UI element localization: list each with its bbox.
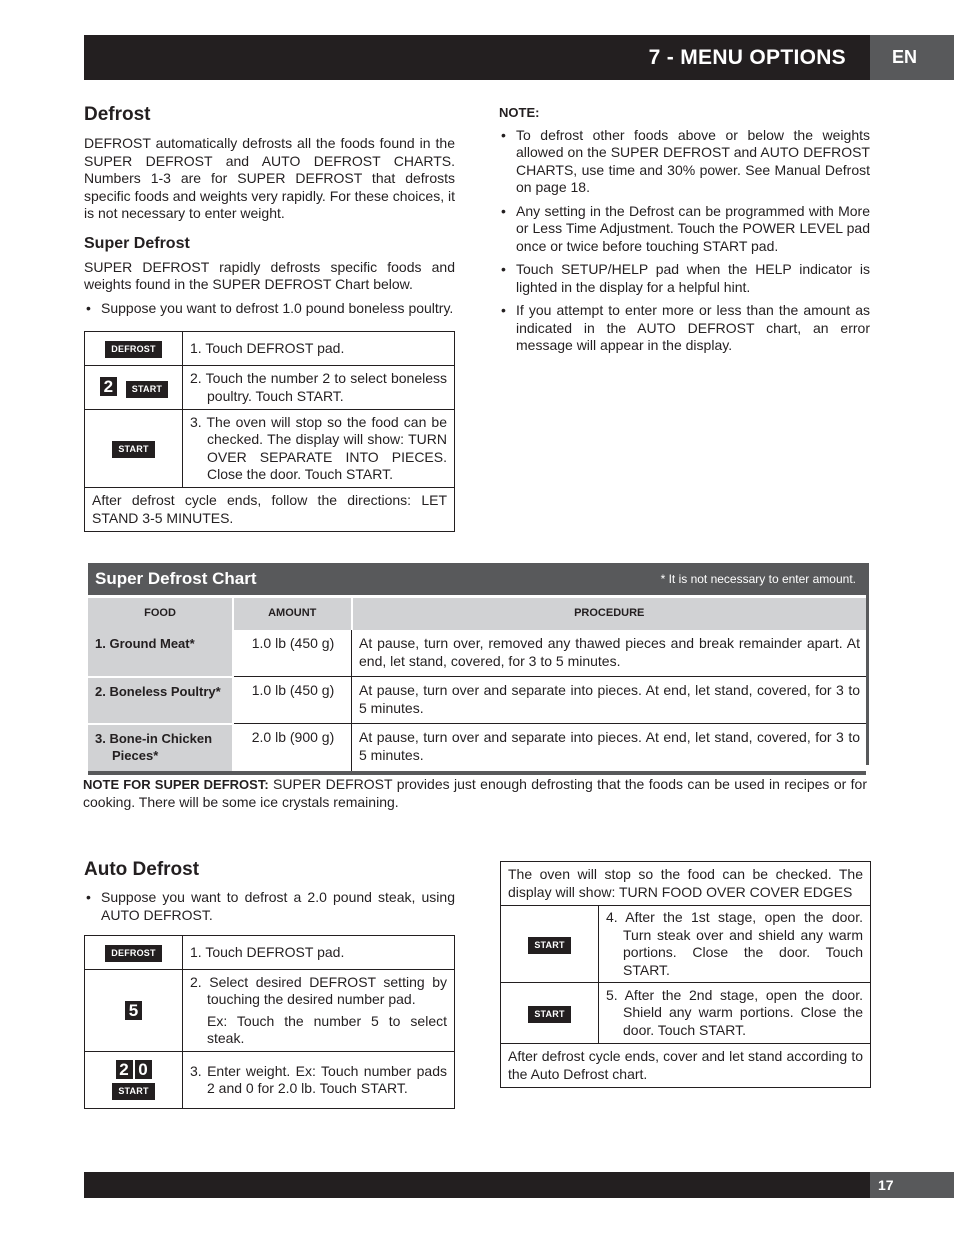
note-item: • If you attempt to enter more or less than the amount as indicated in the AUTO DEFROST chart, an error message will appear in the display.	[499, 302, 870, 355]
food-cell: 2. Boneless Poultry*	[95, 683, 221, 699]
super-defrost-chart	[88, 563, 869, 765]
chart-header	[88, 563, 866, 595]
step-text: 2. Select desired DEFROST setting by touching the desired number pad.	[190, 973, 447, 1007]
super-defrost-steps	[84, 331, 455, 532]
column-header: FOOD	[88, 597, 233, 631]
defrost-intro: DEFROST automatically defrosts all the foods found in the SUPER DEFROST and AUTO DEFROST CHARTS. Numbers 1-3 are for SUPER DEFROST that defrosts specific foods and weights very rapidly. For these choices, it is not necessary to enter weight.	[84, 135, 455, 221]
chart-title: Super Defrost Chart	[95, 569, 257, 588]
language-tab: EN	[870, 35, 954, 80]
auto-defrost-steps-left	[84, 935, 455, 1109]
amount-cell: 1.0 lb (450 g)	[233, 630, 352, 677]
step-text: 2. Touch the number 2 to select boneless poultry. Touch START.	[190, 370, 447, 404]
step-row	[85, 366, 455, 410]
header-bar	[84, 35, 870, 80]
auto-defrost-section	[84, 859, 455, 924]
step-text: 4. After the 1st stage, open the door. Turn steak over and shield any warm portions. Close the door. Touch START.	[606, 909, 863, 978]
note-label: NOTE:	[499, 105, 540, 120]
step-footer-text: After defrost cycle ends, follow the directions: LET STAND 3-5 MINUTES.	[92, 492, 447, 526]
defrost-pad-icon: DEFROST	[105, 945, 161, 962]
chart-header-row	[88, 597, 866, 631]
step-footer-row	[501, 1044, 871, 1088]
start-pad-icon: START	[126, 381, 168, 398]
number-pad-icon: 5	[125, 1001, 142, 1020]
step-example: Ex: Touch the number 5 to select steak.	[207, 1012, 447, 1046]
chart-note: * It is not necessary to enter amount.	[660, 572, 856, 586]
footer-bar	[84, 1172, 870, 1198]
chart-table	[88, 595, 866, 775]
super-note-label: NOTE FOR SUPER DEFROST:	[83, 777, 269, 792]
start-pad-icon: START	[112, 1083, 154, 1100]
amount-cell: 2.0 lb (900 g)	[233, 724, 352, 773]
step-header-text: The oven will stop so the food can be checked. The display will show: TURN FOOD OVER COVER EDGES	[508, 866, 863, 900]
step-text: 3. The oven will stop so the food can be checked. The display will show: TURN OVER SEPARATE INTO PIECES. Close the door. Touch START.	[190, 413, 447, 482]
food-cell: 3. Bone-in Chicken Pieces*	[95, 730, 213, 763]
note-item: • Any setting in the Defrost can be programmed with More or Less Time Adjustment. Touch the POWER LEVEL pad once or twice before touching START pad.	[499, 203, 870, 256]
procedure-cell: At pause, turn over and separate into pieces. At end, let stand, covered, for 3 to 5 minutes.	[352, 724, 867, 773]
step-text: 1. Touch DEFROST pad.	[190, 943, 345, 960]
table-row	[88, 724, 866, 773]
step-row	[85, 1052, 455, 1109]
number-pad-icon: 0	[135, 1060, 152, 1079]
note-item: • To defrost other foods above or below the weights allowed on the SUPER DEFROST and AUTO DEFROST CHARTS, use time and 30% power. See Manual Defrost on page 18.	[499, 127, 870, 197]
step-text: 1. Touch DEFROST pad.	[190, 339, 345, 356]
step-text: 5. After the 2nd stage, open the door. Shield any warm portions. Close the door. Touch START.	[606, 986, 863, 1038]
notes-section	[499, 104, 870, 355]
step-row	[85, 936, 455, 970]
page-number: 17	[870, 1172, 954, 1198]
table-row	[88, 630, 866, 677]
number-pad-icon: 2	[100, 377, 117, 396]
defrost-heading: Defrost	[84, 104, 151, 125]
note-item: • Touch SETUP/HELP pad when the HELP indicator is lighted in the display for a helpful hint.	[499, 261, 870, 296]
table-row	[88, 677, 866, 724]
number-pad-icon: 2	[116, 1060, 133, 1079]
step-text: 3. Enter weight. Ex: Touch number pads 2 and 0 for 2.0 lb. Touch START.	[190, 1062, 447, 1096]
food-cell: 1. Ground Meat*	[95, 636, 195, 651]
step-footer-row	[85, 488, 455, 532]
defrost-pad-icon: DEFROST	[105, 341, 161, 358]
start-pad-icon: START	[112, 441, 154, 458]
amount-cell: 1.0 lb (450 g)	[233, 677, 352, 724]
step-row	[85, 332, 455, 366]
step-row	[85, 970, 455, 1052]
auto-defrost-steps-right	[500, 861, 871, 1088]
step-row	[501, 906, 871, 983]
auto-defrost-bullet: • Suppose you want to defrost a 2.0 pound steak, using AUTO DEFROST.	[84, 889, 455, 924]
step-row	[85, 410, 455, 488]
column-header: PROCEDURE	[352, 597, 867, 631]
super-note-text: SUPER DEFROST provides just enough defrosting that the foods can be used in recipes or for cooking. There will be some ice crystals remaining.	[83, 776, 867, 810]
procedure-cell: At pause, turn over and separate into pieces. At end, let stand, covered, for 3 to 5 minutes.	[352, 677, 867, 724]
step-row	[501, 983, 871, 1044]
super-defrost-intro: SUPER DEFROST rapidly defrosts specific foods and weights found in the SUPER DEFROST Chart below.	[84, 258, 455, 292]
step-header-row	[501, 862, 871, 906]
column-header: AMOUNT	[233, 597, 352, 631]
super-defrost-bullet: • Suppose you want to defrost 1.0 pound boneless poultry.	[84, 300, 455, 318]
step-footer-text: After defrost cycle ends, cover and let stand according to the Auto Defrost chart.	[508, 1048, 863, 1082]
super-defrost-note	[83, 776, 867, 811]
procedure-cell: At pause, turn over, removed any thawed pieces and break remainder apart. At end, let stand, covered, for 3 to 5 minutes.	[352, 630, 867, 677]
start-pad-icon: START	[528, 937, 570, 954]
start-pad-icon: START	[528, 1006, 570, 1023]
auto-defrost-heading: Auto Defrost	[84, 859, 200, 880]
defrost-section	[84, 104, 455, 317]
section-title: 7 - MENU OPTIONS	[648, 46, 846, 69]
super-defrost-heading: Super Defrost	[84, 234, 190, 252]
